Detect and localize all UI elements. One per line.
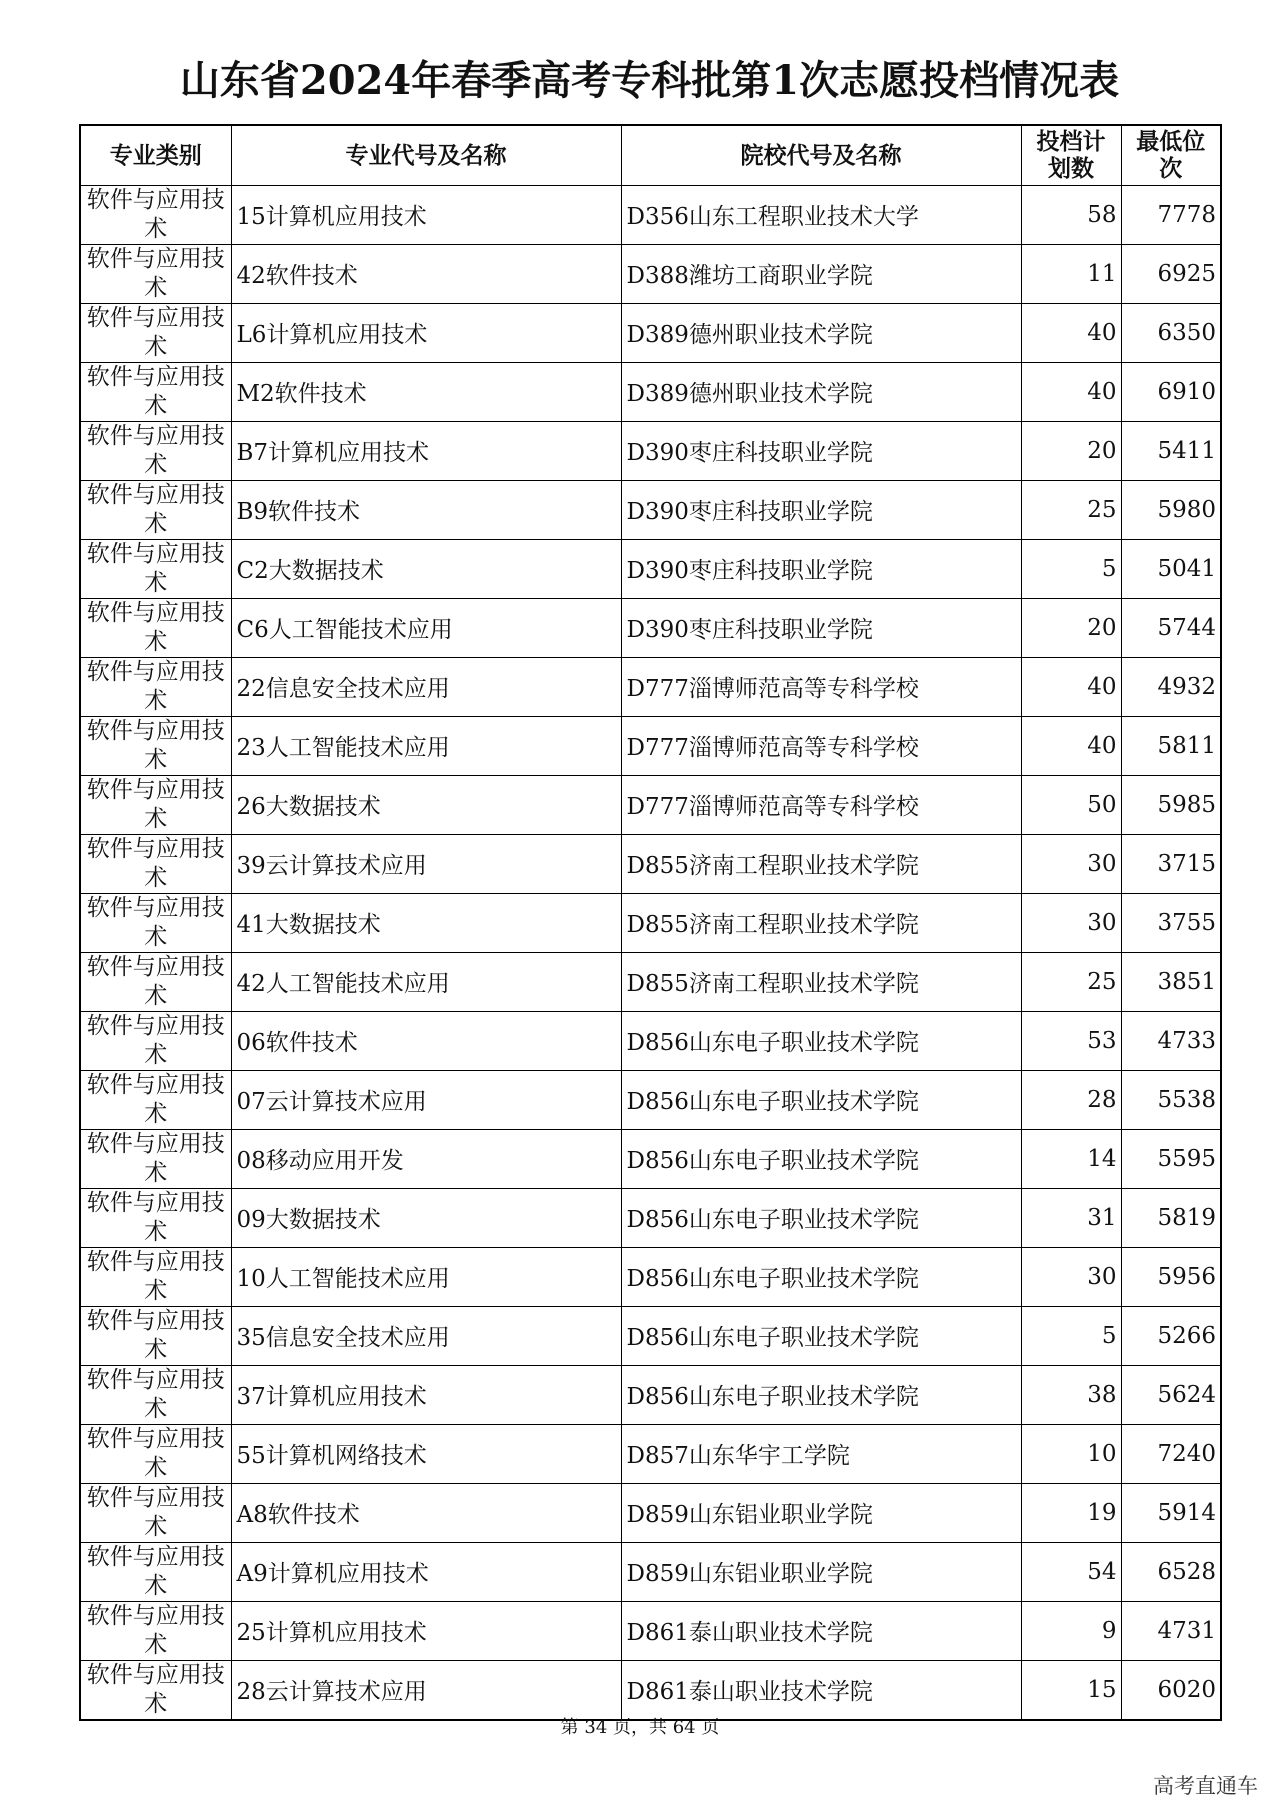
category-cell: 软件与应用技术 xyxy=(80,1070,231,1129)
school-cell: D390枣庄科技职业学院 xyxy=(621,480,1021,539)
major-cell: 23人工智能技术应用 xyxy=(231,716,621,775)
table-row xyxy=(80,1365,1221,1424)
min-rank-cell: 6925 xyxy=(1121,244,1221,303)
plan-count-cell: 40 xyxy=(1021,657,1121,716)
category-cell: 软件与应用技术 xyxy=(80,1188,231,1247)
school-cell: D861泰山职业技术学院 xyxy=(621,1601,1021,1660)
table-row xyxy=(80,1542,1221,1601)
school-cell: D861泰山职业技术学院 xyxy=(621,1660,1021,1720)
min-rank-cell: 5985 xyxy=(1121,775,1221,834)
header-category: 专业类别 xyxy=(80,125,231,185)
plan-count-cell: 58 xyxy=(1021,185,1121,244)
plan-count-cell: 10 xyxy=(1021,1424,1121,1483)
plan-count-cell: 15 xyxy=(1021,1660,1121,1720)
major-cell: 07云计算技术应用 xyxy=(231,1070,621,1129)
table-row xyxy=(80,244,1221,303)
major-cell: 06软件技术 xyxy=(231,1011,621,1070)
major-cell: 42软件技术 xyxy=(231,244,621,303)
school-cell: D855济南工程职业技术学院 xyxy=(621,893,1021,952)
major-cell: 25计算机应用技术 xyxy=(231,1601,621,1660)
min-rank-cell: 6910 xyxy=(1121,362,1221,421)
table-row xyxy=(80,1011,1221,1070)
major-cell: 10人工智能技术应用 xyxy=(231,1247,621,1306)
plan-count-cell: 40 xyxy=(1021,716,1121,775)
major-cell: 55计算机网络技术 xyxy=(231,1424,621,1483)
plan-count-cell: 31 xyxy=(1021,1188,1121,1247)
category-cell: 软件与应用技术 xyxy=(80,834,231,893)
school-cell: D390枣庄科技职业学院 xyxy=(621,598,1021,657)
category-cell: 软件与应用技术 xyxy=(80,185,231,244)
major-cell: 09大数据技术 xyxy=(231,1188,621,1247)
plan-count-cell: 38 xyxy=(1021,1365,1121,1424)
category-cell: 软件与应用技术 xyxy=(80,1483,231,1542)
school-cell: D856山东电子职业技术学院 xyxy=(621,1070,1021,1129)
min-rank-cell: 3715 xyxy=(1121,834,1221,893)
table-row xyxy=(80,1483,1221,1542)
min-rank-cell: 5819 xyxy=(1121,1188,1221,1247)
category-cell: 软件与应用技术 xyxy=(80,775,231,834)
school-cell: D777淄博师范高等专科学校 xyxy=(621,775,1021,834)
plan-count-cell: 20 xyxy=(1021,421,1121,480)
school-cell: D390枣庄科技职业学院 xyxy=(621,539,1021,598)
table-row xyxy=(80,185,1221,244)
category-cell: 软件与应用技术 xyxy=(80,421,231,480)
min-rank-cell: 5595 xyxy=(1121,1129,1221,1188)
min-rank-cell: 5914 xyxy=(1121,1483,1221,1542)
school-cell: D855济南工程职业技术学院 xyxy=(621,834,1021,893)
min-rank-cell: 5624 xyxy=(1121,1365,1221,1424)
category-cell: 软件与应用技术 xyxy=(80,303,231,362)
category-cell: 软件与应用技术 xyxy=(80,1601,231,1660)
major-cell: 37计算机应用技术 xyxy=(231,1365,621,1424)
school-cell: D859山东铝业职业学院 xyxy=(621,1542,1021,1601)
major-cell: A8软件技术 xyxy=(231,1483,621,1542)
category-cell: 软件与应用技术 xyxy=(80,1660,231,1720)
min-rank-cell: 7240 xyxy=(1121,1424,1221,1483)
min-rank-cell: 4932 xyxy=(1121,657,1221,716)
min-rank-cell: 7778 xyxy=(1121,185,1221,244)
category-cell: 软件与应用技术 xyxy=(80,1365,231,1424)
table-row xyxy=(80,1660,1221,1720)
category-cell: 软件与应用技术 xyxy=(80,480,231,539)
min-rank-cell: 4731 xyxy=(1121,1601,1221,1660)
category-cell: 软件与应用技术 xyxy=(80,893,231,952)
school-cell: D856山东电子职业技术学院 xyxy=(621,1188,1021,1247)
plan-count-cell: 19 xyxy=(1021,1483,1121,1542)
table-row xyxy=(80,893,1221,952)
table-row xyxy=(80,1306,1221,1365)
category-cell: 软件与应用技术 xyxy=(80,244,231,303)
major-cell: A9计算机应用技术 xyxy=(231,1542,621,1601)
plan-count-cell: 40 xyxy=(1021,303,1121,362)
min-rank-cell: 5744 xyxy=(1121,598,1221,657)
major-cell: B7计算机应用技术 xyxy=(231,421,621,480)
school-cell: D390枣庄科技职业学院 xyxy=(621,421,1021,480)
school-cell: D859山东铝业职业学院 xyxy=(621,1483,1021,1542)
min-rank-cell: 5411 xyxy=(1121,421,1221,480)
major-cell: 35信息安全技术应用 xyxy=(231,1306,621,1365)
min-rank-cell: 4733 xyxy=(1121,1011,1221,1070)
school-cell: D856山东电子职业技术学院 xyxy=(621,1365,1021,1424)
major-cell: M2软件技术 xyxy=(231,362,621,421)
plan-count-cell: 28 xyxy=(1021,1070,1121,1129)
plan-count-cell: 30 xyxy=(1021,1247,1121,1306)
plan-count-cell: 30 xyxy=(1021,834,1121,893)
table-row xyxy=(80,303,1221,362)
min-rank-cell: 6350 xyxy=(1121,303,1221,362)
category-cell: 软件与应用技术 xyxy=(80,1247,231,1306)
major-cell: 28云计算技术应用 xyxy=(231,1660,621,1720)
min-rank-cell: 5041 xyxy=(1121,539,1221,598)
school-cell: D857山东华宇工学院 xyxy=(621,1424,1021,1483)
category-cell: 软件与应用技术 xyxy=(80,362,231,421)
major-cell: B9软件技术 xyxy=(231,480,621,539)
header-school: 院校代号及名称 xyxy=(621,125,1021,185)
major-cell: 26大数据技术 xyxy=(231,775,621,834)
category-cell: 软件与应用技术 xyxy=(80,1011,231,1070)
plan-count-cell: 53 xyxy=(1021,1011,1121,1070)
school-cell: D389德州职业技术学院 xyxy=(621,362,1021,421)
min-rank-cell: 6528 xyxy=(1121,1542,1221,1601)
major-cell: C2大数据技术 xyxy=(231,539,621,598)
category-cell: 软件与应用技术 xyxy=(80,1542,231,1601)
school-cell: D388潍坊工商职业学院 xyxy=(621,244,1021,303)
category-cell: 软件与应用技术 xyxy=(80,657,231,716)
school-cell: D389德州职业技术学院 xyxy=(621,303,1021,362)
category-cell: 软件与应用技术 xyxy=(80,1424,231,1483)
min-rank-cell: 5266 xyxy=(1121,1306,1221,1365)
table-row xyxy=(80,598,1221,657)
school-cell: D856山东电子职业技术学院 xyxy=(621,1011,1021,1070)
school-cell: D856山东电子职业技术学院 xyxy=(621,1247,1021,1306)
header-row xyxy=(80,125,1221,185)
min-rank-cell: 5811 xyxy=(1121,716,1221,775)
table-row xyxy=(80,539,1221,598)
plan-count-cell: 25 xyxy=(1021,952,1121,1011)
min-rank-cell: 3755 xyxy=(1121,893,1221,952)
category-cell: 软件与应用技术 xyxy=(80,1306,231,1365)
major-cell: L6计算机应用技术 xyxy=(231,303,621,362)
school-cell: D356山东工程职业技术大学 xyxy=(621,185,1021,244)
major-cell: 41大数据技术 xyxy=(231,893,621,952)
table-row xyxy=(80,480,1221,539)
table-row xyxy=(80,421,1221,480)
table-row xyxy=(80,362,1221,421)
table-row xyxy=(80,1188,1221,1247)
school-cell: D855济南工程职业技术学院 xyxy=(621,952,1021,1011)
plan-count-cell: 5 xyxy=(1021,1306,1121,1365)
watermark: 高考直通车 xyxy=(1153,1774,1258,1798)
category-cell: 软件与应用技术 xyxy=(80,598,231,657)
admission-table xyxy=(79,124,1222,1721)
table-row xyxy=(80,1129,1221,1188)
page-number: 第 34 页，共 64 页 xyxy=(560,1717,720,1738)
school-cell: D777淄博师范高等专科学校 xyxy=(621,716,1021,775)
table-header xyxy=(80,125,1221,185)
major-cell: 08移动应用开发 xyxy=(231,1129,621,1188)
plan-count-cell: 50 xyxy=(1021,775,1121,834)
table-row xyxy=(80,1247,1221,1306)
header-min-rank: 最低位次 xyxy=(1121,125,1221,185)
category-cell: 软件与应用技术 xyxy=(80,716,231,775)
table-body xyxy=(80,185,1221,1720)
min-rank-cell: 6020 xyxy=(1121,1660,1221,1720)
table-row xyxy=(80,657,1221,716)
plan-count-cell: 20 xyxy=(1021,598,1121,657)
category-cell: 软件与应用技术 xyxy=(80,539,231,598)
plan-count-cell: 40 xyxy=(1021,362,1121,421)
major-cell: 39云计算技术应用 xyxy=(231,834,621,893)
table-row xyxy=(80,775,1221,834)
min-rank-cell: 5980 xyxy=(1121,480,1221,539)
major-cell: 42人工智能技术应用 xyxy=(231,952,621,1011)
table-row xyxy=(80,952,1221,1011)
plan-count-cell: 54 xyxy=(1021,1542,1121,1601)
page-title: 山东省2024年春季高考专科批第1次志愿投档情况表 xyxy=(179,57,1120,104)
header-plan-count: 投档计划数 xyxy=(1021,125,1121,185)
min-rank-cell: 3851 xyxy=(1121,952,1221,1011)
category-cell: 软件与应用技术 xyxy=(80,1129,231,1188)
plan-count-cell: 14 xyxy=(1021,1129,1121,1188)
table-row xyxy=(80,1601,1221,1660)
school-cell: D856山东电子职业技术学院 xyxy=(621,1306,1021,1365)
major-cell: 22信息安全技术应用 xyxy=(231,657,621,716)
plan-count-cell: 11 xyxy=(1021,244,1121,303)
min-rank-cell: 5956 xyxy=(1121,1247,1221,1306)
table-row xyxy=(80,716,1221,775)
table-row xyxy=(80,1070,1221,1129)
major-cell: C6人工智能技术应用 xyxy=(231,598,621,657)
plan-count-cell: 9 xyxy=(1021,1601,1121,1660)
plan-count-cell: 30 xyxy=(1021,893,1121,952)
category-cell: 软件与应用技术 xyxy=(80,952,231,1011)
school-cell: D856山东电子职业技术学院 xyxy=(621,1129,1021,1188)
major-cell: 15计算机应用技术 xyxy=(231,185,621,244)
table-row xyxy=(80,834,1221,893)
school-cell: D777淄博师范高等专科学校 xyxy=(621,657,1021,716)
plan-count-cell: 5 xyxy=(1021,539,1121,598)
plan-count-cell: 25 xyxy=(1021,480,1121,539)
table-row xyxy=(80,1424,1221,1483)
min-rank-cell: 5538 xyxy=(1121,1070,1221,1129)
header-major: 专业代号及名称 xyxy=(231,125,621,185)
